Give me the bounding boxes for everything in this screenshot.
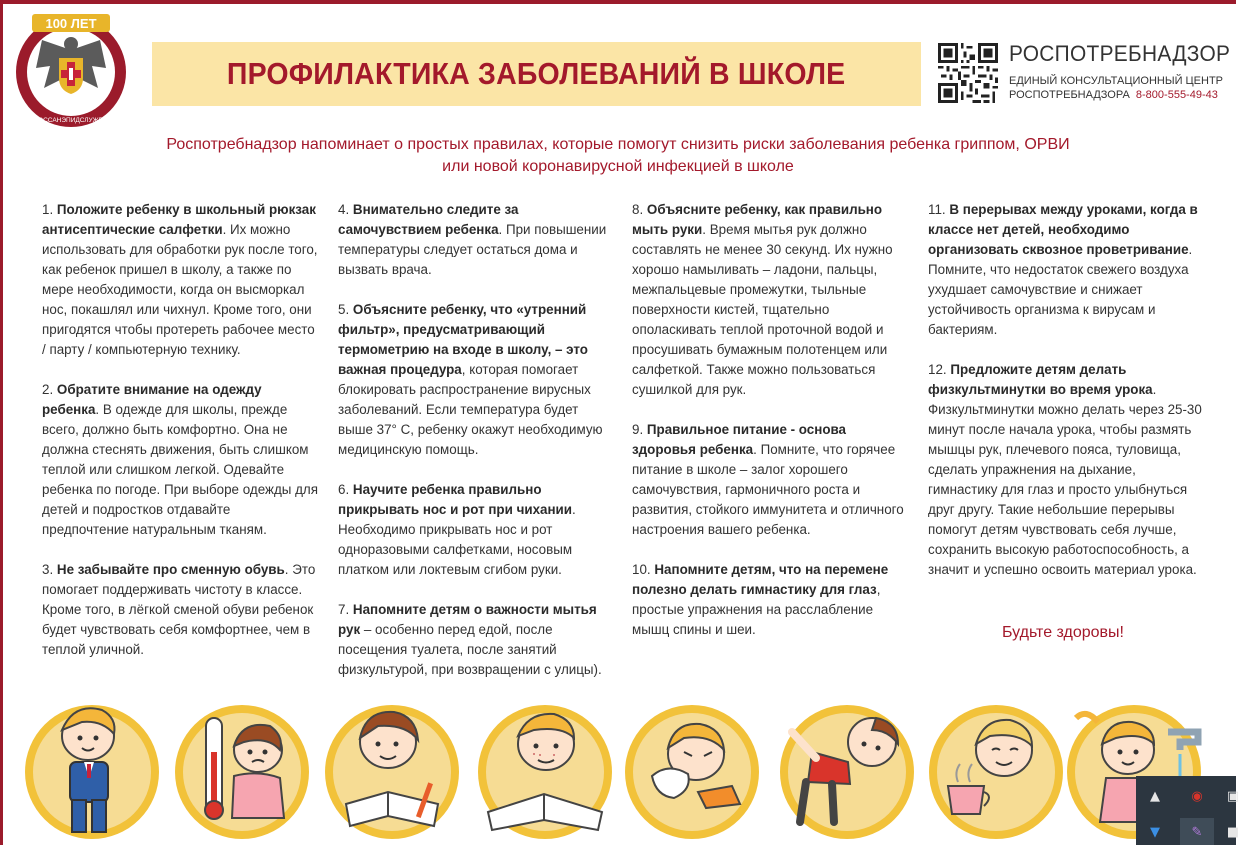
tip-separator: . [95,402,100,417]
tip-number: 3. [42,562,54,577]
tip-separator: . [1152,382,1157,397]
org-phone: 8-800-555-49-43 [1135,89,1218,101]
child-exercising-illustration [772,692,922,845]
org-subtitle-line2 [1009,88,1231,102]
tip-heading: В перерывах между уроками, когда в классе нет детей, необходимо организовать сквозное проветривание [928,202,1198,257]
tip-1 [42,200,318,360]
tip-9 [632,420,908,540]
tip-number: 5. [338,302,350,317]
boy-reading-illustration [322,692,462,845]
tip-11 [928,200,1204,340]
tray-pen-icon[interactable]: ✎ [1191,825,1203,840]
tips-column-4 [928,200,1204,600]
tray-shield-icon[interactable]: ▼ [1150,825,1160,840]
girl-with-thermometer-illustration [172,692,312,845]
tip-heading: Положите ребенку в школьный рюкзак антисептические салфетки [42,202,316,237]
tip-5 [338,300,614,460]
tip-number: 4. [338,202,350,217]
tip-heading: Предложите детям делать физкультминутки во время урока [928,362,1153,397]
system-tray [1136,776,1240,845]
tips-column-1 [42,200,318,680]
tip-body: простые упражнения на расслабление мышц спины и шеи. [632,602,874,637]
tip-separator: . [753,442,757,457]
tip-3 [42,560,318,660]
tip-separator: . [572,502,576,517]
tip-number: 1. [42,202,54,217]
tip-4 [338,200,614,280]
tip-number: 12. [928,362,947,377]
tip-body: Это помогает поддерживать чистоту в классе. Кроме того, в лёгкой сменой обуви ребенок будет чувствовать себя комфортнее, чем в теплой уличной. [42,562,316,657]
tip-12 [928,360,1204,580]
tip-separator: . [702,222,706,237]
tip-body: Физкультминутки можно делать через 25-30 минут после начала урока, чтобы размять мышцы рук, плечевого пояса, туловища, сделать упражнения на дыхание, гимнастику для глаз и просто улыбнуться друг другу. Такие небольшие перерывы помогут детям чувствовать себя лучше, сохранить высокую работоспособность, а значит и успешно освоить материал урока. [928,402,1202,577]
illustration-strip [0,692,1236,845]
tray-network-icon[interactable]: ▣ [1226,789,1240,804]
child-sneezing-illustration [622,692,762,845]
tip-number: 7. [338,602,350,617]
tray-arrow-icon[interactable]: ▲ [1150,789,1160,804]
org-subtitle-line2-text: РОСПОТРЕБНАДЗОРА [1009,89,1130,101]
tip-7 [338,600,614,680]
org-subtitle-line1: ЕДИНЫЙ КОНСУЛЬТАЦИОННЫЙ ЦЕНТР [1009,75,1224,87]
tip-body: При повышении температуры следует остаться дома и вызвать врача. [338,222,607,277]
tip-body: которая помогает блокировать распространение вирусных заболеваний. Если температура будет выше 37° С, ребенку окажут необходимую медицинскую помощь. [338,362,603,457]
tip-heading: Внимательно следите за самочувствием ребенка [338,202,519,237]
tip-heading: Напомните детям о важности мытья рук [338,602,597,637]
tip-body: Их можно использовать для обработки рук после того, как ребенок пришел в школу, а также по мере необходимости, когда он высморкал нос, покашлял или чихнул. Кроме того, они пригодятся чтобы протереть рабочее место / парту / компьютерную технику. [42,222,318,357]
tip-heading: Обратите внимание на одежду ребенка [42,382,262,417]
tip-body: – особенно перед едой, после посещения туалета, после занятий физкультурой, при возвращении с улицы). [338,622,602,677]
tips-column-3 [632,200,908,660]
boy-with-book-illustration [470,692,620,845]
page-title: ПРОФИЛАКТИКА ЗАБОЛЕВАНИЙ В ШКОЛЕ [227,56,846,91]
tip-number: 8. [632,202,644,217]
tip-number: 11. [928,202,946,217]
tip-heading: Научите ребенка правильно прикрывать нос и рот при чихании [338,482,573,517]
intro-line-1: Роспотребнадзор напоминает о простых правилах, которые помогут снизить риски заболевания ребенка гриппом, ОРВИ [166,136,1070,153]
tip-6 [338,480,614,580]
tip-number: 6. [338,482,350,497]
tip-heading: Напомните детям, что на перемене полезно делать гимнастику для глаз [632,562,889,597]
tip-body: Помните, что горячее питание в школе – залог хорошего самочувствия, гармоничного роста и развития, стойкого иммунитета и отличного настроения вашего ребенка. [632,442,904,537]
tip-separator: , [461,362,466,377]
title-banner [152,42,921,106]
tip-body: Необходимо прикрывать нос и рот одноразовыми салфетками, носовым платком или локтевым сгибом руки. [338,522,573,577]
intro-line-2: или новой коронавирусной инфекцией в школе [442,158,794,175]
tip-body: Время мытья рук должно составлять не менее 30 секунд. Их нужно хорошо намыливать – ладони, пальцы, межпальцевые промежутки, тыльные поверхности кистей, тщательно ополаскивать теплой проточной водой и просушивать бумажным полотенцем или салфеткой. Также можно пользоваться сушилкой для рук. [632,222,893,397]
tip-separator: . [498,222,503,237]
child-with-tea-illustration [926,692,1066,845]
tips-column-2 [338,200,614,700]
logo-years-text: 100 ЛЕТ [45,16,97,31]
tip-10 [632,560,908,640]
tip-number: 2. [42,382,54,397]
tip-separator: . [284,562,289,577]
tray-app-icon[interactable]: ◉ [1191,789,1203,804]
rospotrebnadzor-emblem-logo [12,10,130,132]
intro-text [100,134,1136,178]
tip-body: Помните, что недостаток свежего воздуха ухудшает самочувствие и снижает устойчивость организма к вирусам и бактериям. [928,262,1189,337]
org-name: РОСПОТРЕБНАДЗОР [1009,41,1231,66]
logo-ring-text: ГОССАНЭПИДСЛУЖБА [34,117,108,124]
tip-8 [632,200,908,400]
org-block [1009,41,1231,102]
tray-device-icon[interactable]: ■ [1226,825,1240,840]
tip-number: 10. [632,562,651,577]
tip-heading: Объясните ребенку, как правильно мыть руки [632,202,883,237]
tip-2 [42,380,318,540]
closing-text: Будьте здоровы! [1002,624,1124,641]
tip-heading: Правильное питание - основа здоровья ребенка [632,422,847,457]
tip-heading: Не забывайте про сменную обувь [56,562,285,577]
tip-body: В одежде для школы, прежде всего, должно быть комфортно. Она не должна стеснять движения, быть слишком теплой или слишком легкой. Одевайте ребенка по погоде. При выборе одежды для детей и подростков отдавайте предпочтение натуральным тканям. [42,402,318,537]
qr-code-icon[interactable] [938,43,998,103]
tip-number: 9. [632,422,644,437]
boy-in-suit-illustration [22,692,162,845]
tip-heading: Объясните ребенку, что «утренний фильтр», предусматривающий термометрию на входе в школу, – это важная процедура [338,302,588,377]
tip-separator: , [876,582,881,597]
tip-separator: . [222,222,227,237]
tip-separator: . [1188,242,1193,257]
